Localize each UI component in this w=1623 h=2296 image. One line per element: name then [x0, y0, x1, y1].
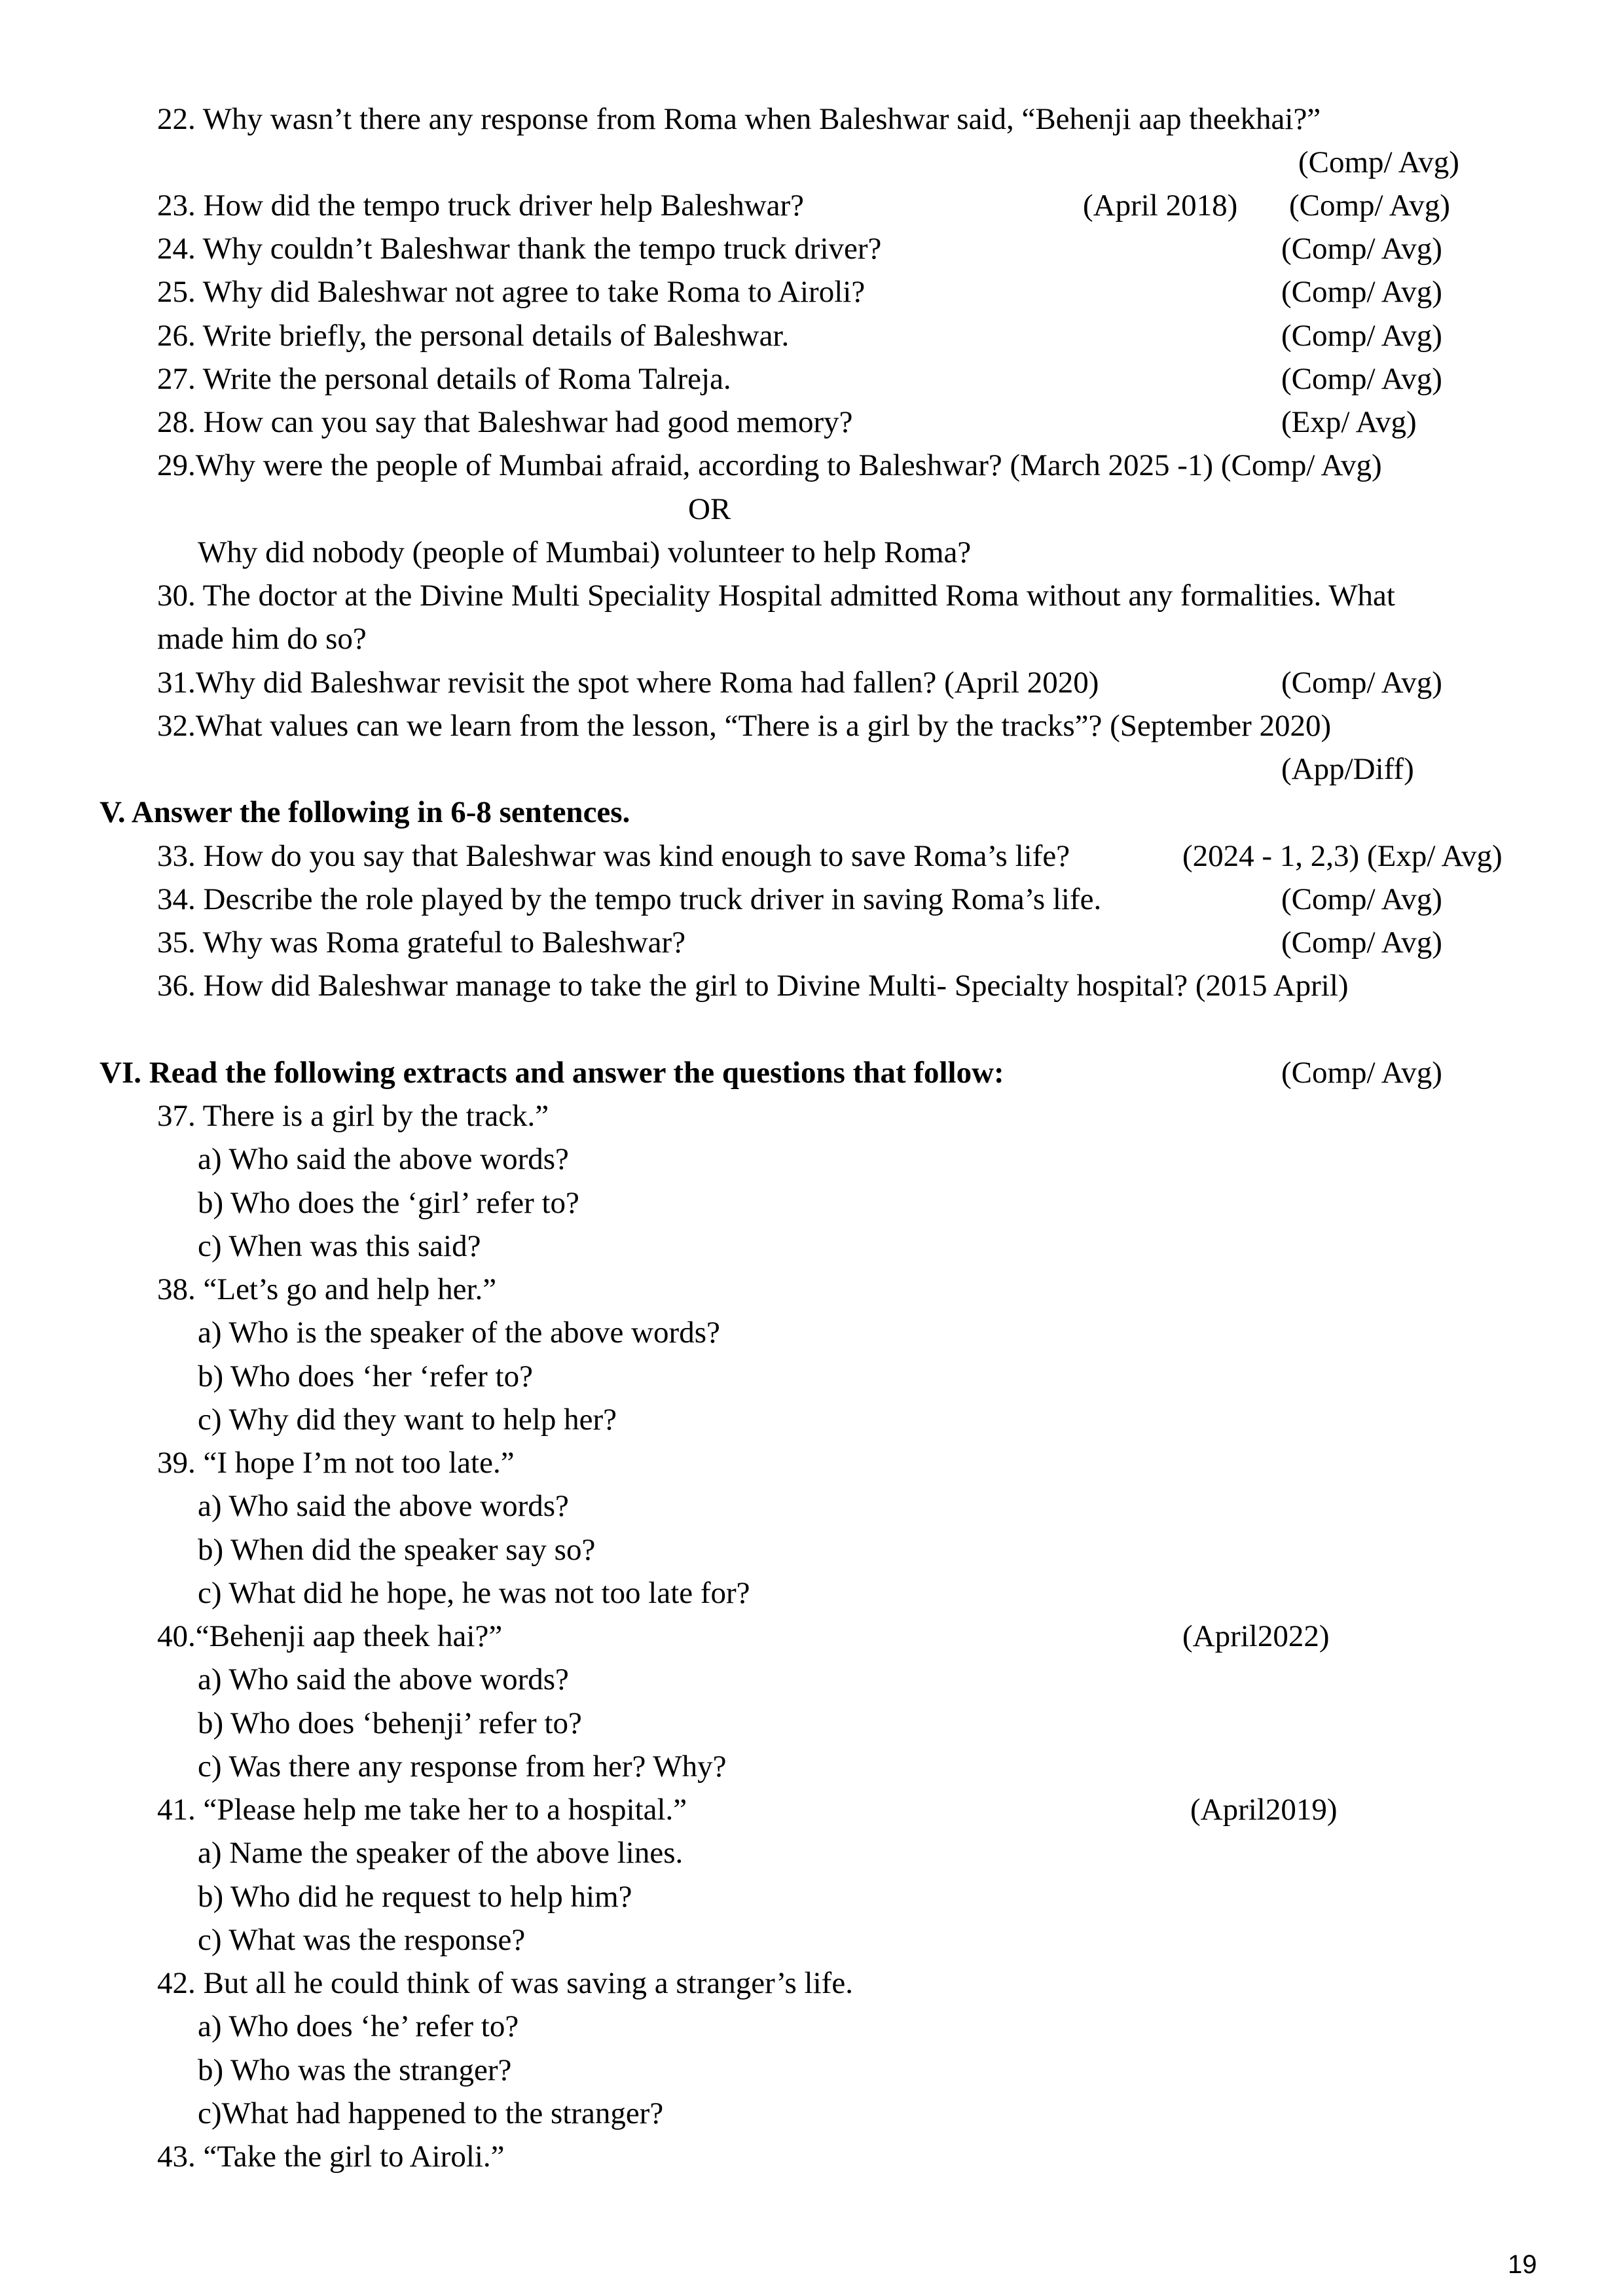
- page-number: 19: [1508, 2250, 1537, 2279]
- question-30-line-2: made him do so?: [157, 622, 367, 656]
- question-36: 36. How did Baleshwar manage to take the girl to Divine Multi- Specialty hospital? (2015 April): [157, 969, 1349, 1003]
- section-vi-tag: (Comp/ Avg): [1281, 1056, 1442, 1090]
- question-33: 33. How do you say that Baleshwar was kind enough to save Roma’s life?: [157, 839, 1070, 873]
- question-37-b: b) Who does the ‘girl’ refer to?: [198, 1186, 579, 1220]
- question-42-a: a) Who does ‘he’ refer to?: [198, 2009, 519, 2043]
- question-41-c: c) What was the response?: [198, 1923, 526, 1957]
- question-34: 34. Describe the role played by the tempo truck driver in saving Roma’s life.: [157, 882, 1102, 916]
- question-40: 40.“Behenji aap theek hai?”: [157, 1619, 503, 1653]
- question-38-b: b) Who does ‘her ‘refer to?: [198, 1359, 533, 1393]
- question-39-b: b) When did the speaker say so?: [198, 1533, 596, 1567]
- question-41-year: (April2019): [1190, 1793, 1338, 1827]
- question-24-tag: (Comp/ Avg): [1281, 232, 1442, 266]
- question-29-alternative: Why did nobody (people of Mumbai) volunteer to help Roma?: [198, 535, 972, 569]
- question-38-a: a) Who is the speaker of the above words?: [198, 1316, 720, 1350]
- question-39-c: c) What did he hope, he was not too late for?: [198, 1576, 750, 1610]
- question-23: 23. How did the tempo truck driver help Baleshwar?: [157, 188, 805, 223]
- question-29: 29.Why were the people of Mumbai afraid, according to Baleshwar? (March 2025 -1) (Comp/ Avg): [157, 448, 1382, 482]
- question-35-tag: (Comp/ Avg): [1281, 925, 1442, 960]
- question-40-a: a) Who said the above words?: [198, 1662, 569, 1696]
- question-26: 26. Write briefly, the personal details of Baleshwar.: [157, 319, 790, 353]
- question-30-line-1: 30. The doctor at the Divine Multi Speciality Hospital admitted Roma without any formalities. What: [157, 579, 1395, 613]
- question-33-tag: (2024 - 1, 2,3) (Exp/ Avg): [1182, 839, 1503, 873]
- question-27-tag: (Comp/ Avg): [1281, 362, 1442, 396]
- question-31: 31.Why did Baleshwar revisit the spot where Roma had fallen? (April 2020): [157, 666, 1099, 700]
- or-divider: OR: [688, 492, 731, 526]
- question-22-tag: (Comp/ Avg): [1298, 145, 1459, 179]
- section-vi-heading: VI. Read the following extracts and answer the questions that follow:: [100, 1056, 1004, 1090]
- question-38: 38. “Let’s go and help her.”: [157, 1272, 497, 1306]
- question-32: 32.What values can we learn from the lesson, “There is a girl by the tracks”? (September 2020): [157, 709, 1332, 743]
- question-43: 43. “Take the girl to Airoli.”: [157, 2140, 505, 2174]
- question-39-a: a) Who said the above words?: [198, 1489, 569, 1523]
- question-35: 35. Why was Roma grateful to Baleshwar?: [157, 925, 686, 960]
- question-37-a: a) Who said the above words?: [198, 1142, 569, 1176]
- question-22: 22. Why wasn’t there any response from Roma when Baleshwar said, “Behenji aap theekhai?”: [157, 102, 1321, 136]
- section-v-heading: V. Answer the following in 6-8 sentences.: [100, 795, 630, 829]
- question-40-year: (April2022): [1182, 1619, 1330, 1653]
- question-25-tag: (Comp/ Avg): [1281, 275, 1442, 309]
- question-40-c: c) Was there any response from her? Why?: [198, 1749, 727, 1784]
- question-27: 27. Write the personal details of Roma Talreja.: [157, 362, 731, 396]
- question-40-b: b) Who does ‘behenji’ refer to?: [198, 1706, 582, 1740]
- question-25: 25. Why did Baleshwar not agree to take Roma to Airoli?: [157, 275, 866, 309]
- question-23-tag: (Comp/ Avg): [1289, 188, 1450, 223]
- question-41: 41. “Please help me take her to a hospital.”: [157, 1793, 687, 1827]
- question-28: 28. How can you say that Baleshwar had good memory?: [157, 405, 853, 439]
- question-38-c: c) Why did they want to help her?: [198, 1403, 617, 1437]
- question-37-c: c) When was this said?: [198, 1229, 481, 1263]
- question-23-year: (April 2018): [1083, 188, 1238, 223]
- question-39: 39. “I hope I’m not too late.”: [157, 1446, 515, 1480]
- question-41-a: a) Name the speaker of the above lines.: [198, 1836, 684, 1870]
- question-42-b: b) Who was the stranger?: [198, 2053, 512, 2087]
- question-26-tag: (Comp/ Avg): [1281, 319, 1442, 353]
- question-31-tag: (Comp/ Avg): [1281, 666, 1442, 700]
- question-42: 42. But all he could think of was saving a stranger’s life.: [157, 1966, 853, 2000]
- question-37: 37. There is a girl by the track.”: [157, 1099, 549, 1133]
- question-28-tag: (Exp/ Avg): [1281, 405, 1417, 439]
- question-42-c: c)What had happened to the stranger?: [198, 2096, 664, 2130]
- question-24: 24. Why couldn’t Baleshwar thank the tempo truck driver?: [157, 232, 882, 266]
- question-41-b: b) Who did he request to help him?: [198, 1880, 632, 1914]
- question-34-tag: (Comp/ Avg): [1281, 882, 1442, 916]
- question-32-tag: (App/Diff): [1281, 752, 1414, 786]
